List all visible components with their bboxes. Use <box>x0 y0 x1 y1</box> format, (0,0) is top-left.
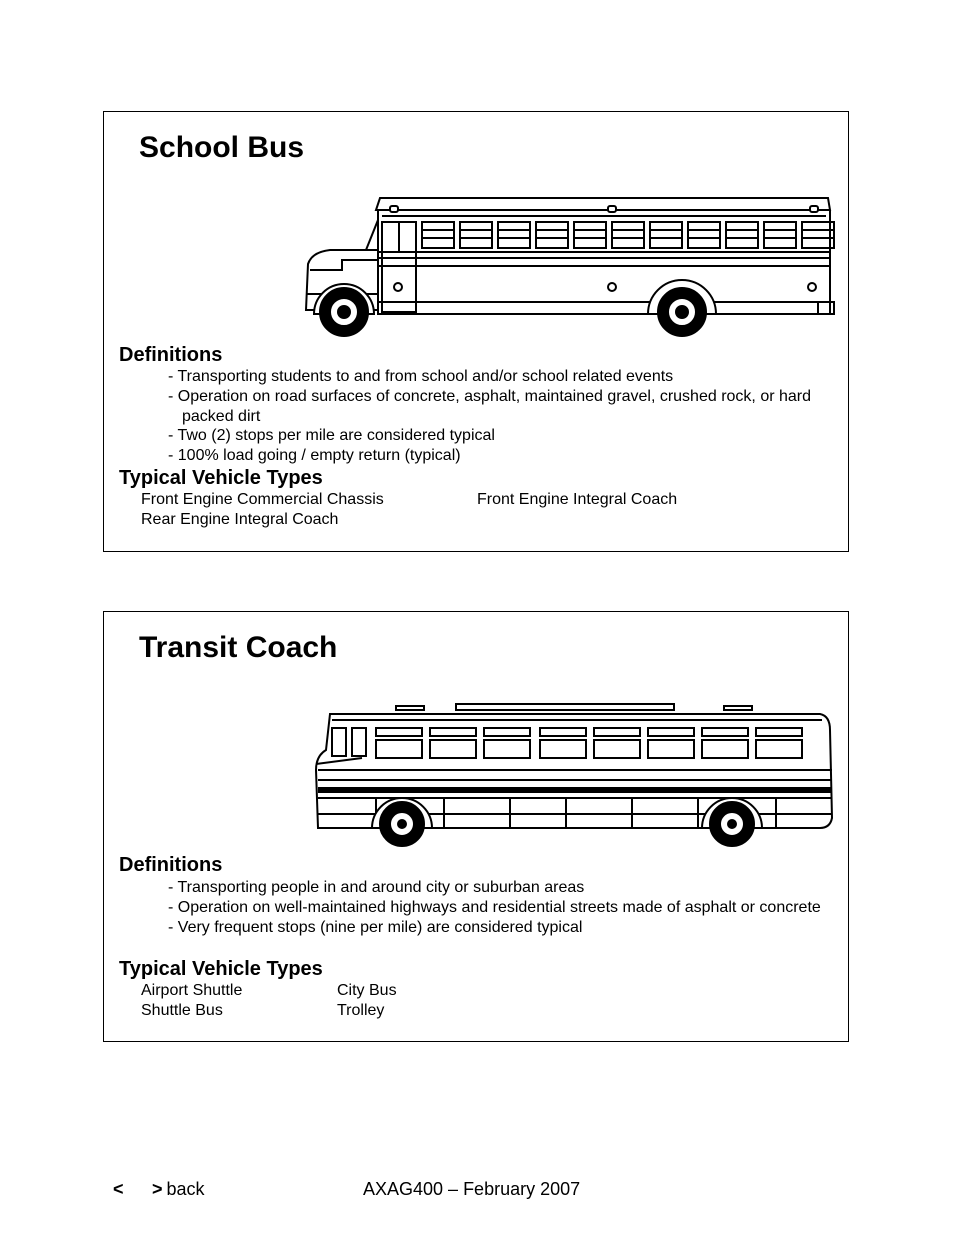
school-definitions-list <box>168 367 828 466</box>
transit-definitions-heading: Definitions <box>119 854 223 876</box>
document-id: AXAG400 – February 2007 <box>363 1179 581 1199</box>
list-item: - Operation on road surfaces of concrete, asphalt, maintained gravel, crushed rock, or hard packed dirt <box>168 387 812 425</box>
list-item: - Very frequent stops (nine per mile) are considered typical <box>168 918 583 936</box>
list-item: - Transporting people in and around city or suburban areas <box>168 879 585 896</box>
school-definitions-heading: Definitions <box>119 344 223 366</box>
vehicle-type: Airport Shuttle <box>141 982 243 999</box>
transit-types-heading: Typical Vehicle Types <box>119 958 323 980</box>
vehicle-type: Shuttle Bus <box>141 1002 223 1019</box>
table-row <box>141 981 397 1001</box>
transit-vehicle-types <box>141 981 397 1021</box>
school-types-heading: Typical Vehicle Types <box>119 467 323 489</box>
footer-nav <box>113 1178 205 1200</box>
vehicle-type: Rear Engine Integral Coach <box>141 511 339 528</box>
list-item: - 100% load going / empty return (typical) <box>168 447 461 465</box>
table-row <box>141 490 677 510</box>
school-bus-card <box>103 111 849 552</box>
prev-page-link[interactable]: < <box>113 1179 124 1199</box>
vehicle-type: City Bus <box>337 982 397 999</box>
list-item: - Two (2) stops per mile are considered typical <box>168 427 495 445</box>
table-row <box>141 1001 397 1021</box>
transit-coach-card <box>103 611 849 1042</box>
school-bus-title: School Bus <box>139 131 305 164</box>
transit-definitions-list <box>168 878 828 937</box>
back-link[interactable]: back <box>166 1179 205 1199</box>
transit-bus-icon <box>310 700 836 850</box>
transit-coach-title: Transit Coach <box>139 631 338 664</box>
next-page-link[interactable]: > <box>152 1179 163 1199</box>
school-vehicle-types <box>141 490 677 530</box>
list-item: - Operation on well-maintained highways and residential streets made of asphalt or concrete <box>168 898 821 916</box>
table-row <box>141 510 677 530</box>
vehicle-type: Front Engine Commercial Chassis <box>141 491 384 508</box>
vehicle-type: Front Engine Integral Coach <box>477 491 678 508</box>
school-bus-icon <box>302 192 838 342</box>
vehicle-type: Trolley <box>337 1002 385 1019</box>
list-item: - Transporting students to and from school and/or school related events <box>168 368 674 385</box>
